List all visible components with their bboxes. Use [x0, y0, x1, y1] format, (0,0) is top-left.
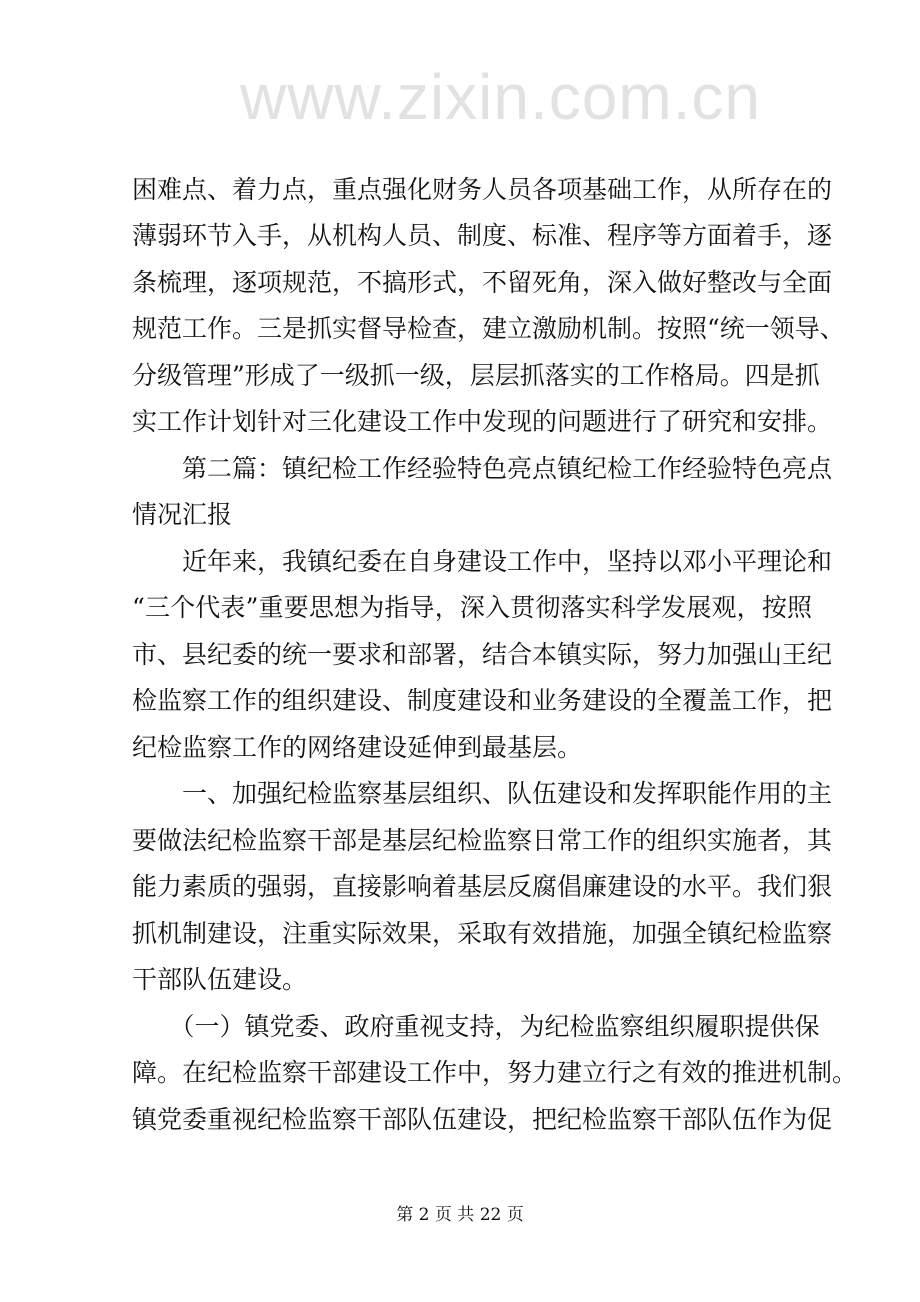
text-line: 要做法纪检监察干部是基层纪检监察日常工作的组织实施者，其 [132, 826, 833, 855]
section-heading: 第二篇：镇纪检工作经验特色亮点镇纪检工作经验特色亮点 [132, 454, 833, 483]
text-line: 分级管理”形成了一级抓一级，层层抓落实的工作格局。四是抓 [132, 361, 820, 390]
text-line: 规范工作。三是抓实督导检查，建立激励机制。按照“统一领导、 [132, 314, 845, 343]
text-line: “三个代表”重要思想为指导，深入贯彻落实科学发展观，按照 [132, 593, 812, 622]
text-line: 一、加强纪检监察基层组织、队伍建设和发挥职能作用的主 [132, 779, 833, 808]
text-line: 实工作计划针对三化建设工作中发现的问题进行了研究和安排。 [132, 407, 833, 436]
page-number: 第 2 页 共 22 页 [396, 1205, 524, 1225]
text-line: 薄弱环节入手，从机构人员、制度、标准、程序等方面着手，逐 [132, 221, 833, 250]
watermark: www.zixin.com.cn [240, 61, 761, 133]
text-line: （一）镇党委、政府重视支持，为纪检监察组织履职提供保 [132, 1012, 820, 1041]
text-line: 市、县纪委的统一要求和部署，结合本镇实际，努力加强山王纪 [132, 640, 833, 669]
text-line: 能力素质的强弱，直接影响着基层反腐倡廉建设的水平。我们狠 [132, 872, 833, 901]
text-line: 检监察工作的组织建设、制度建设和业务建设的全覆盖工作，把 [132, 686, 833, 715]
text-line: 干部队伍建设。 [132, 965, 308, 994]
text-line: 抓机制建设，注重实际效果，采取有效措施，加强全镇纪检监察 [132, 919, 833, 948]
text-line: 近年来，我镇纪委在自身建设工作中，坚持以邓小平理论和 [132, 547, 833, 576]
section-heading: 情况汇报 [132, 500, 233, 529]
text-line: 困难点、着力点，重点强化财务人员各项基础工作，从所存在的 [132, 175, 833, 204]
text-line: 镇党委重视纪检监察干部队伍建设，把纪检监察干部队伍作为促 [132, 1105, 833, 1134]
text-line: 条梳理，逐项规范，不搞形式，不留死角，深入做好整改与全面 [132, 268, 833, 297]
text-line: 障。在纪检监察干部建设工作中，努力建立行之有效的推进机制。 [132, 1058, 858, 1087]
text-line: 纪检监察工作的网络建设延伸到最基层。 [132, 733, 583, 762]
